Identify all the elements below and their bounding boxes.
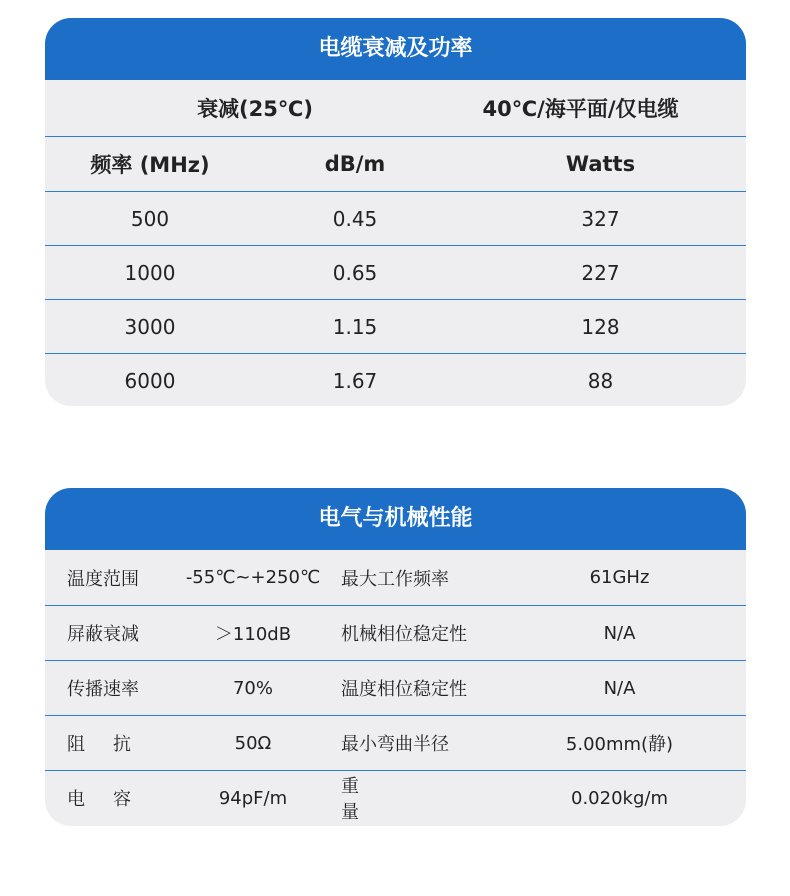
spec-value: 50Ω bbox=[234, 732, 272, 754]
cable-attenuation-power-card bbox=[45, 18, 746, 406]
frequency-cell: 3000 bbox=[124, 314, 176, 339]
condition-right: 40℃/海平面/仅电缆 bbox=[482, 97, 679, 121]
power-cell: 327 bbox=[581, 206, 620, 231]
spec-value: ＞110dB bbox=[214, 624, 292, 645]
condition-row bbox=[45, 80, 746, 136]
spec-label: 电容 bbox=[67, 789, 159, 810]
column-header-frequency: 频率 (MHz) bbox=[90, 153, 210, 177]
spec-row bbox=[45, 660, 746, 715]
spec-label: 最小弯曲半径 bbox=[341, 734, 449, 755]
table-row bbox=[45, 353, 746, 406]
spec-label: 传播速率 bbox=[67, 679, 139, 700]
power-cell: 88 bbox=[587, 369, 614, 393]
table-row bbox=[45, 191, 746, 245]
spec-value: -55℃~+250℃ bbox=[185, 567, 321, 588]
electrical-mechanical-card bbox=[45, 488, 746, 826]
table-row bbox=[45, 245, 746, 299]
spec-value: 70% bbox=[232, 677, 273, 699]
condition-left: 衰减(25℃) bbox=[197, 97, 313, 121]
spec-value: 0.020kg/m bbox=[571, 787, 668, 809]
column-header-row bbox=[45, 136, 746, 191]
column-header-db-per-m: dB/m bbox=[324, 152, 386, 176]
spec-label: 机械相位稳定性 bbox=[341, 624, 467, 645]
spec-row bbox=[45, 715, 746, 770]
column-header-watts: Watts bbox=[565, 152, 636, 176]
card1-title: 电缆衰减及功率 bbox=[45, 18, 746, 80]
spec-label: 温度相位稳定性 bbox=[341, 679, 467, 700]
table-row bbox=[45, 299, 746, 353]
frequency-cell: 6000 bbox=[124, 369, 176, 393]
spec-label: 温度范围 bbox=[67, 568, 139, 590]
spec-label: 最大工作频率 bbox=[341, 568, 449, 590]
attenuation-cell: 1.15 bbox=[332, 314, 378, 339]
spec-label: 阻抗 bbox=[67, 734, 159, 755]
spec-row bbox=[45, 770, 746, 825]
power-cell: 227 bbox=[581, 260, 620, 285]
spec-label: 屏蔽衰减 bbox=[67, 624, 139, 645]
card2-title: 电气与机械性能 bbox=[45, 488, 746, 550]
spec-row bbox=[45, 550, 746, 605]
spec-value: N/A bbox=[603, 622, 636, 644]
attenuation-cell: 1.67 bbox=[332, 369, 378, 393]
attenuation-cell: 0.65 bbox=[332, 260, 378, 285]
frequency-cell: 500 bbox=[130, 206, 170, 231]
attenuation-cell: 0.45 bbox=[332, 206, 378, 231]
spec-value: 5.00mm(静) bbox=[565, 734, 674, 755]
frequency-cell: 1000 bbox=[124, 260, 176, 285]
spec-row bbox=[45, 605, 746, 660]
spec-value: N/A bbox=[603, 677, 636, 699]
spec-value: 94pF/m bbox=[218, 787, 288, 809]
power-cell: 128 bbox=[581, 314, 620, 339]
spec-value: 61GHz bbox=[589, 567, 650, 588]
spec-label: 重量 bbox=[341, 776, 445, 823]
